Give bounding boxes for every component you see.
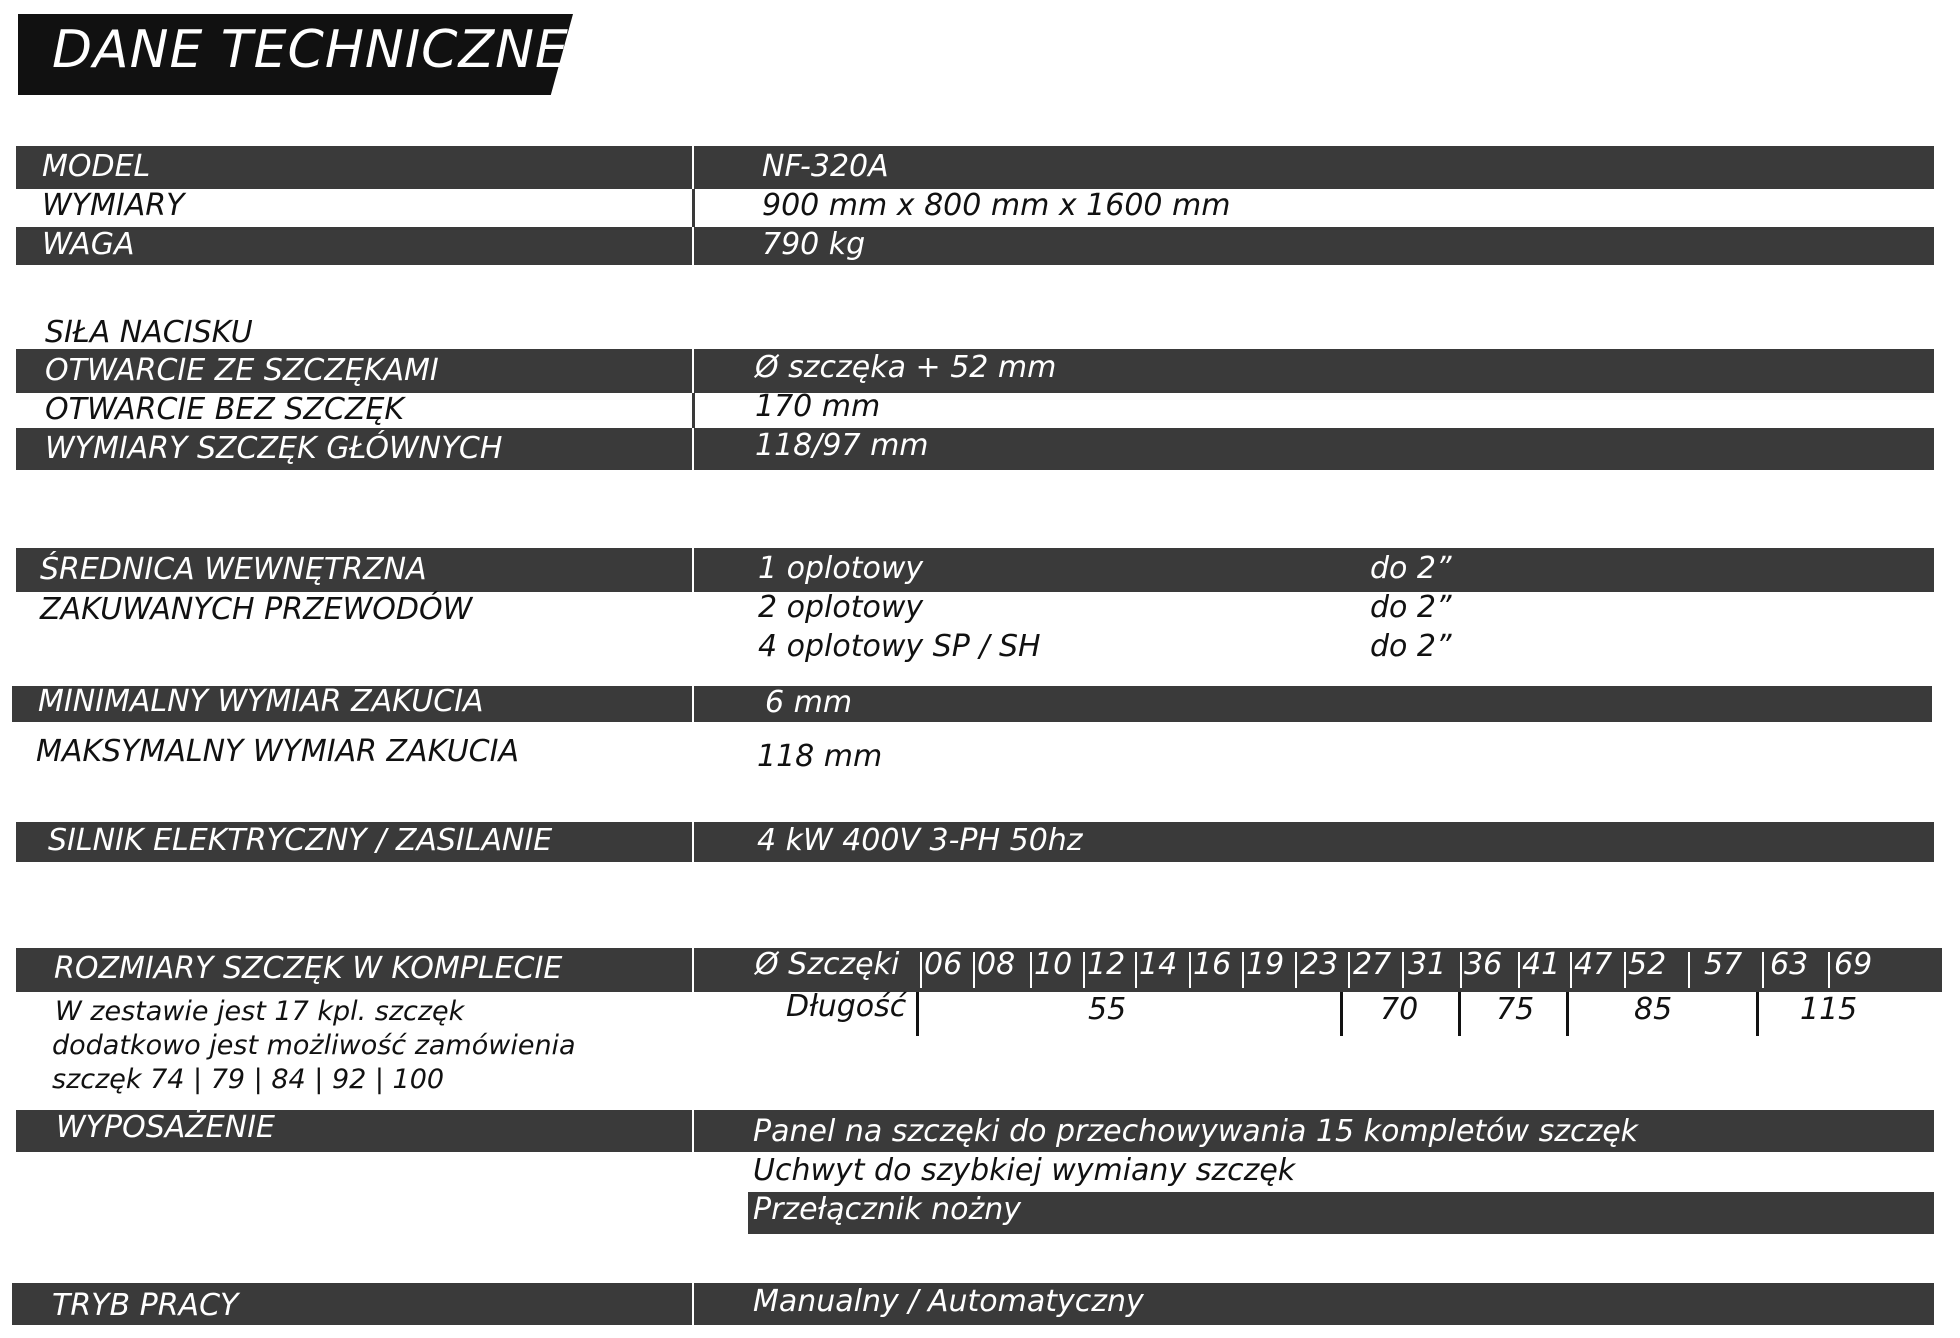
inner-diameter-label: ŚREDNICA WEWNĘTRZNA — [40, 552, 427, 587]
model-value: NF-320A — [762, 149, 889, 184]
max-crimp-value: 118 mm — [757, 739, 883, 774]
jaw-size-separator — [1402, 952, 1404, 988]
column-divider — [692, 227, 694, 265]
jaw-size-separator — [1083, 952, 1085, 988]
jaw-size-cell: 63 — [1770, 947, 1809, 982]
column-divider — [692, 146, 694, 189]
jaw-size-cell: 10 — [1034, 947, 1073, 982]
dimensions-label: WYMIARY — [42, 188, 185, 223]
jaw-sizes-note: szczęk 74 | 79 | 84 | 92 | 100 — [52, 1064, 445, 1095]
jaw-size-cell: 08 — [977, 947, 1016, 982]
inner-diameter-type: 4 oplotowy SP / SH — [758, 629, 1041, 664]
mode-value: Manualny / Automatyczny — [753, 1284, 1144, 1319]
force-label: SIŁA NACISKU — [45, 315, 253, 350]
inner-diameter-type: 1 oplotowy — [758, 551, 924, 586]
inner-diameter-max: do 2” — [1370, 590, 1452, 625]
jaw-size-cell: 19 — [1246, 947, 1285, 982]
inner-diameter-type: 2 oplotowy — [758, 590, 924, 625]
mode-label: TRYB PRACY — [52, 1288, 239, 1323]
column-divider — [692, 548, 694, 592]
jaw-sizes-note: dodatkowo jest możliwość zamówienia — [52, 1030, 576, 1061]
jaw-size-separator — [1295, 952, 1297, 988]
main-jaws-value: 118/97 mm — [755, 428, 929, 463]
column-divider — [692, 822, 694, 862]
inner-diameter-max: do 2” — [1370, 629, 1452, 664]
jaw-size-cell: 12 — [1087, 947, 1126, 982]
column-divider — [692, 686, 694, 722]
band-model — [16, 146, 1934, 189]
open-without-value: 170 mm — [755, 389, 881, 424]
jaw-size-cell: 06 — [924, 947, 963, 982]
jaw-size-cell: 16 — [1193, 947, 1232, 982]
jaw-length-separator — [1756, 992, 1759, 1036]
page-title: DANE TECHNICZNE — [52, 20, 569, 80]
weight-value: 790 kg — [762, 227, 866, 262]
jaw-length-cell: 85 — [1634, 992, 1673, 1027]
jaw-size-cell: 14 — [1139, 947, 1178, 982]
column-divider — [692, 1110, 694, 1152]
inner-diameter-max: do 2” — [1370, 551, 1452, 586]
open-without-label: OTWARCIE BEZ SZCZĘK — [45, 392, 405, 427]
jaw-size-cell: 36 — [1464, 947, 1503, 982]
jaw-length-header: Długość — [786, 989, 907, 1024]
equipment-item: Przełącznik nożny — [753, 1192, 1022, 1227]
jaw-sizes-label: ROZMIARY SZCZĘK W KOMPLECIE — [54, 951, 563, 986]
jaw-size-cell: 52 — [1628, 947, 1667, 982]
dimensions-value: 900 mm x 800 mm x 1600 mm — [762, 188, 1231, 223]
jaw-size-cell: 69 — [1834, 947, 1873, 982]
jaw-size-separator — [1828, 952, 1830, 988]
equipment-label: WYPOSAŻENIE — [56, 1110, 276, 1145]
jaw-size-separator — [973, 952, 975, 988]
main-jaws-label: WYMIARY SZCZĘK GŁÓWNYCH — [45, 431, 503, 466]
jaw-size-cell: 23 — [1300, 947, 1339, 982]
jaw-size-separator — [1135, 952, 1137, 988]
min-crimp-value: 6 mm — [765, 685, 853, 720]
jaw-size-cell: 47 — [1574, 947, 1613, 982]
jaw-length-cell: 115 — [1800, 992, 1858, 1027]
weight-label: WAGA — [42, 227, 135, 262]
equipment-item: Panel na szczęki do przechowywania 15 kompletów szczęk — [753, 1114, 1639, 1149]
model-label: MODEL — [42, 149, 151, 184]
jaw-sizes-note: W zestawie jest 17 kpl. szczęk — [55, 996, 465, 1027]
column-divider — [692, 948, 694, 992]
jaw-length-cell: 75 — [1496, 992, 1535, 1027]
jaw-size-separator — [1030, 952, 1032, 988]
column-divider — [692, 428, 694, 470]
motor-value: 4 kW 400V 3-PH 50hz — [757, 823, 1083, 858]
jaw-size-cell: 27 — [1353, 947, 1392, 982]
band-weight — [16, 227, 1934, 265]
jaw-size-separator — [1348, 952, 1350, 988]
min-crimp-label: MINIMALNY WYMIAR ZAKUCIA — [38, 684, 484, 719]
jaw-size-separator — [1624, 952, 1626, 988]
column-divider — [692, 1283, 694, 1325]
motor-label: SILNIK ELEKTRYCZNY / ZASILANIE — [48, 823, 553, 858]
jaw-length-cell: 55 — [1088, 992, 1127, 1027]
jaw-size-separator — [1570, 952, 1572, 988]
max-crimp-label: MAKSYMALNY WYMIAR ZAKUCIA — [36, 734, 519, 769]
jaw-length-cell: 70 — [1380, 992, 1419, 1027]
jaw-sizes-header: Ø Szczęki — [755, 947, 900, 982]
jaw-length-separator — [916, 992, 919, 1036]
jaw-size-cell: 41 — [1522, 947, 1561, 982]
jaw-length-separator — [1458, 992, 1461, 1036]
equipment-item: Uchwyt do szybkiej wymiany szczęk — [753, 1153, 1296, 1188]
jaw-size-separator — [1242, 952, 1244, 988]
open-with-label: OTWARCIE ZE SZCZĘKAMI — [45, 353, 439, 388]
jaw-size-separator — [1762, 952, 1764, 988]
jaw-length-separator — [1566, 992, 1569, 1036]
jaw-size-cell: 57 — [1704, 947, 1743, 982]
jaw-size-separator — [920, 952, 922, 988]
jaw-size-cell: 31 — [1408, 947, 1447, 982]
open-with-value: Ø szczęka + 52 mm — [755, 350, 1057, 385]
jaw-size-separator — [1460, 952, 1462, 988]
jaw-size-separator — [1688, 952, 1690, 988]
jaw-size-separator — [1189, 952, 1191, 988]
inner-diameter-label-2: ZAKUWANYCH PRZEWODÓW — [40, 592, 473, 627]
jaw-size-separator — [1518, 952, 1520, 988]
jaw-length-separator — [1340, 992, 1343, 1036]
column-divider — [692, 349, 694, 393]
